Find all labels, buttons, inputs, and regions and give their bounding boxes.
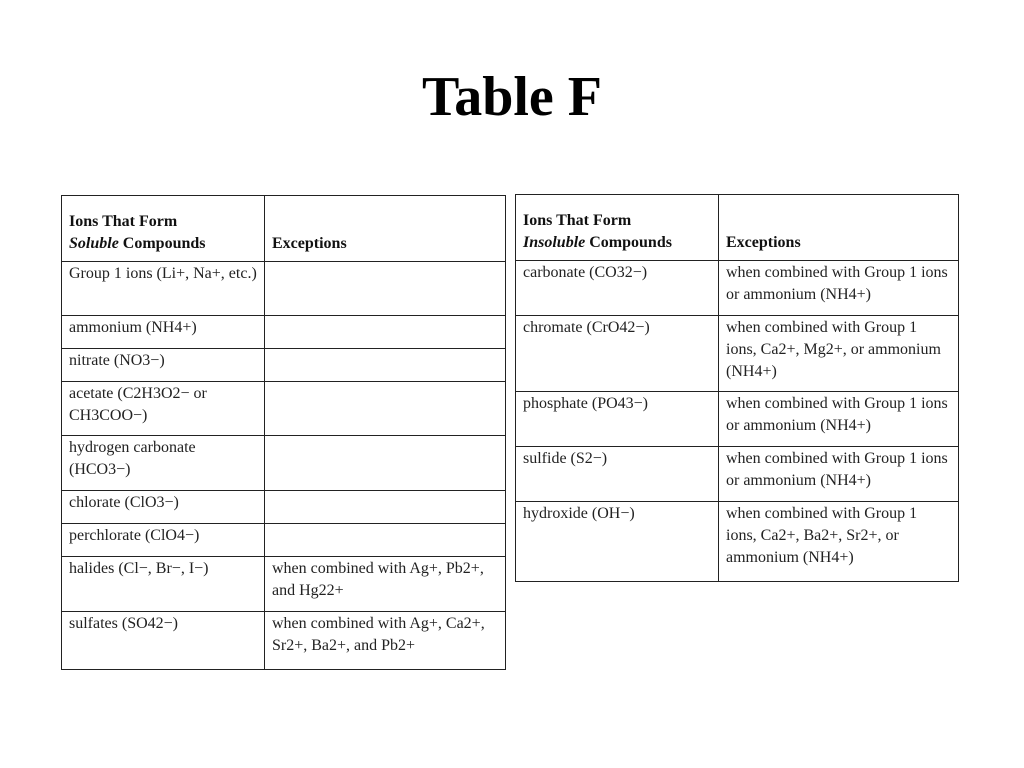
table-row — [516, 316, 959, 392]
exception-cell: when combined with Group 1 ions or ammonium (NH4+) — [719, 392, 959, 447]
exception-cell — [265, 262, 506, 316]
table-row — [62, 316, 506, 349]
header-emphasis: Soluble — [69, 235, 119, 252]
table-row — [62, 524, 506, 557]
ion-cell: carbonate (CO32−) — [516, 261, 719, 316]
exception-cell: when combined with Ag+, Ca2+, Sr2+, Ba2+, and Pb2+ — [265, 612, 506, 670]
ion-cell: acetate (C2H3O2− or CH3COO−) — [62, 382, 265, 436]
exception-cell: when combined with Group 1 ions or ammonium (NH4+) — [719, 261, 959, 316]
table-row — [516, 447, 959, 502]
soluble-compounds-table — [61, 195, 506, 670]
header-line: Ions That Form — [69, 213, 178, 230]
table-row — [62, 382, 506, 436]
table-row — [62, 612, 506, 670]
table-row — [516, 502, 959, 582]
ion-cell: chlorate (ClO3−) — [62, 491, 265, 524]
header-line: Compounds — [585, 234, 672, 251]
exception-cell: when combined with Group 1 ions, Ca2+, Mg2+, or ammonium (NH4+) — [719, 316, 959, 392]
exception-cell: when combined with Group 1 ions or ammonium (NH4+) — [719, 447, 959, 502]
exception-cell: when combined with Ag+, Pb2+, and Hg22+ — [265, 557, 506, 612]
ions-column-header — [62, 196, 265, 262]
table-row — [62, 491, 506, 524]
exception-cell — [265, 316, 506, 349]
ion-cell: hydroxide (OH−) — [516, 502, 719, 582]
header-line: Compounds — [118, 235, 206, 252]
exception-cell — [265, 524, 506, 557]
ion-cell: nitrate (NO3−) — [62, 349, 265, 382]
exceptions-column-header: Exceptions — [719, 195, 959, 261]
ion-cell: Group 1 ions (Li+, Na+, etc.) — [62, 262, 265, 316]
ion-cell: hydrogen carbonate (HCO3−) — [62, 436, 265, 491]
header-emphasis: Insoluble — [523, 234, 586, 251]
table-row — [516, 261, 959, 316]
exceptions-column-header: Exceptions — [265, 196, 506, 262]
ion-cell: halides (Cl−, Br−, I−) — [62, 557, 265, 612]
insoluble-compounds-table — [515, 194, 959, 582]
table-row — [62, 557, 506, 612]
ion-cell: phosphate (PO43−) — [516, 392, 719, 447]
ions-column-header — [516, 195, 719, 261]
exception-cell — [265, 436, 506, 491]
header-line: Ions That Form — [523, 212, 632, 229]
ion-cell: chromate (CrO42−) — [516, 316, 719, 392]
exception-cell — [265, 349, 506, 382]
table-row — [62, 262, 506, 316]
ion-cell: sulfates (SO42−) — [62, 612, 265, 670]
table-header-row — [516, 195, 959, 261]
ion-cell: ammonium (NH4+) — [62, 316, 265, 349]
exception-cell — [265, 491, 506, 524]
exception-cell — [265, 382, 506, 436]
exception-cell: when combined with Group 1 ions, Ca2+, Ba2+, Sr2+, or ammonium (NH4+) — [719, 502, 959, 582]
page-title: Table F — [422, 66, 602, 128]
ion-cell: perchlorate (ClO4−) — [62, 524, 265, 557]
table-row — [62, 349, 506, 382]
table-row — [62, 436, 506, 491]
table-header-row — [62, 196, 506, 262]
table-row — [516, 392, 959, 447]
ion-cell: sulfide (S2−) — [516, 447, 719, 502]
